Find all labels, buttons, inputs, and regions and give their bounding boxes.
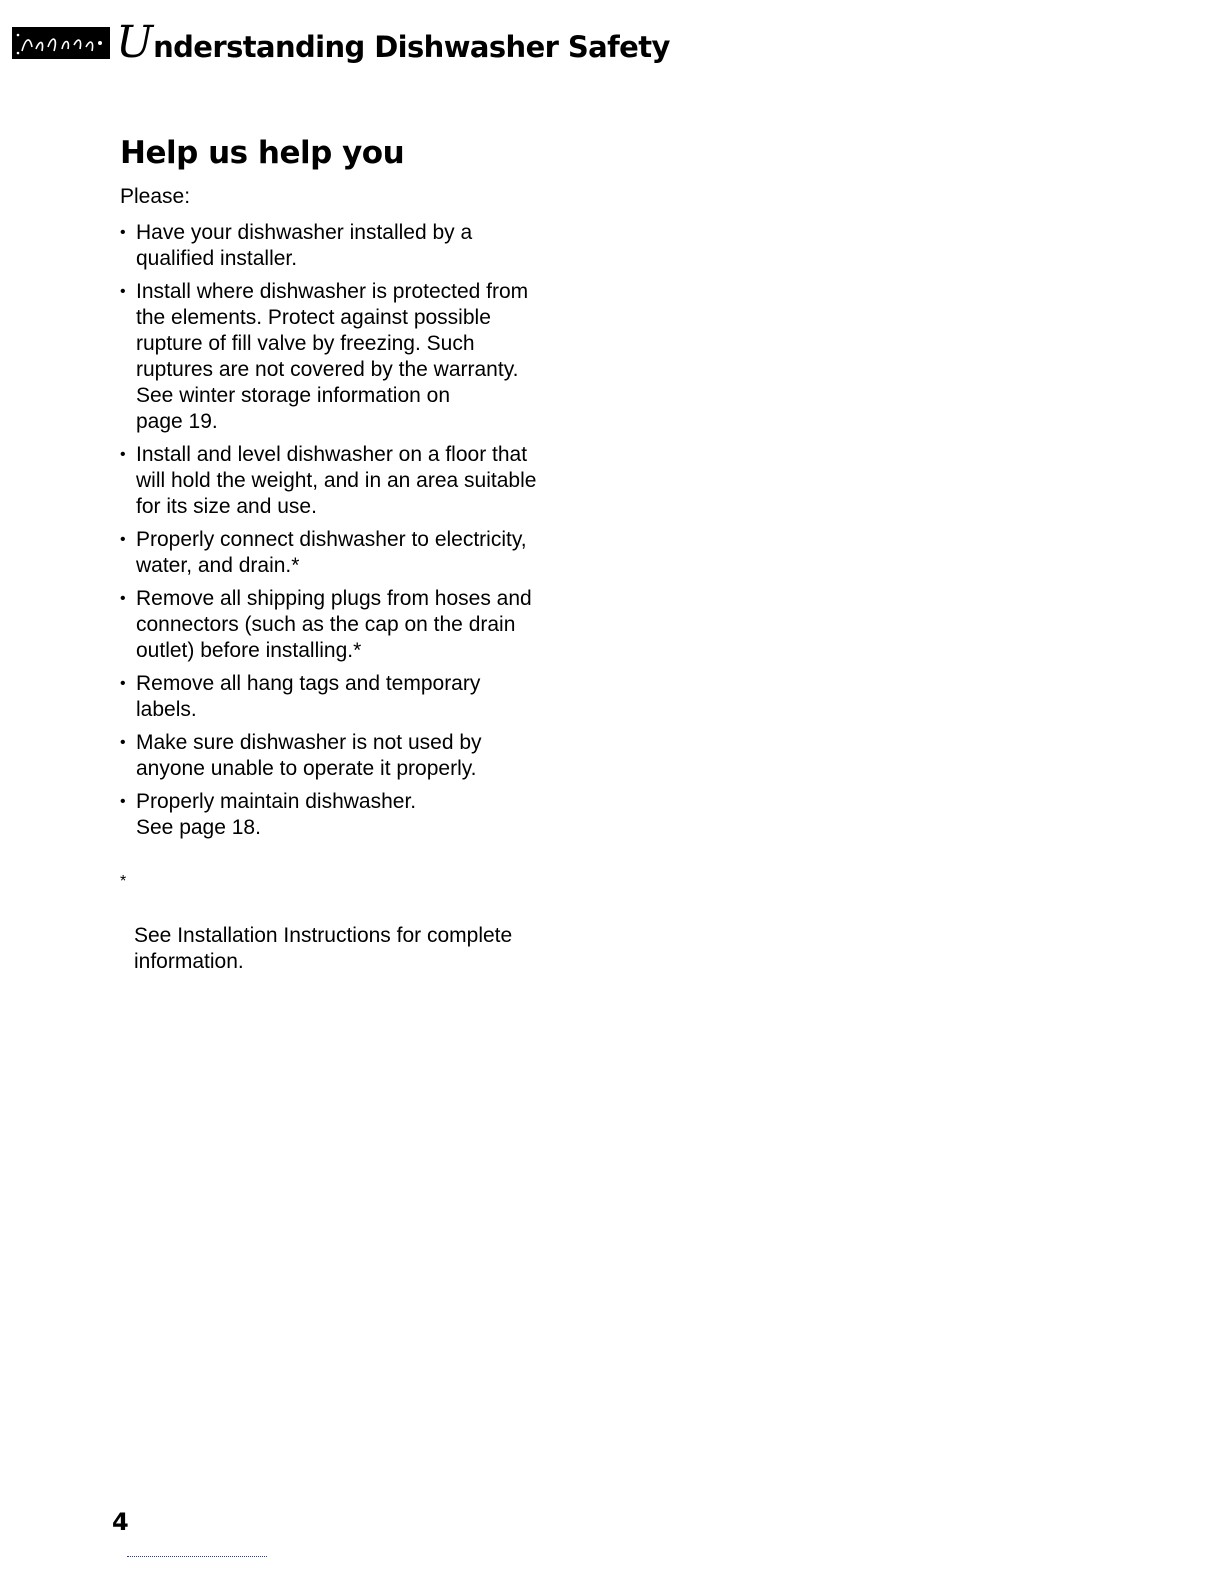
list-item [120,671,590,723]
bullet-icon: • [120,224,126,241]
title-rest: nderstanding Dishwasher Safety [153,30,670,64]
bottom-divider [127,1556,267,1557]
list-item [120,442,590,520]
list-item-text: Have your dishwasher installed by a qualified installer. [136,221,473,270]
brand-ornament-icon [12,27,110,59]
page-header [12,18,670,68]
list-item [120,527,590,579]
footnote [120,871,590,975]
content-column [120,130,590,975]
bullet-icon: • [120,590,126,607]
title-initial: U [116,17,154,68]
bullet-icon: • [120,675,126,692]
page-title [116,17,670,68]
bullet-icon: • [120,446,126,463]
list-item [120,586,590,664]
list-item-text: Install and level dishwasher on a floor that will hold the weight, and in an area suitable for its size and use. [136,443,537,518]
list-item-text: Install where dishwasher is protected from the elements. Protect against possible rupture of fill valve by freezing. Such ruptures are not covered by the warranty. See winter storage information on page 19. [136,280,529,433]
bullet-icon: • [120,283,126,300]
list-item-text: Properly maintain dishwasher. See page 18. [136,790,417,839]
asterisk-icon: * [120,873,127,890]
page-number: 4 [112,1508,129,1536]
bullet-icon: • [120,793,126,810]
bullet-list [120,220,590,841]
bullet-icon: • [120,531,126,548]
list-item-text: Properly connect dishwasher to electricity, water, and drain.* [136,528,527,577]
list-item [120,220,590,272]
list-item-text: Remove all shipping plugs from hoses and connectors (such as the cap on the drain outlet) before installing.* [136,587,532,662]
bullet-icon: • [120,734,126,751]
footnote-text: See Installation Instructions for complete information. [134,924,513,973]
list-item-text: Make sure dishwasher is not used by anyone unable to operate it properly. [136,731,482,780]
list-item [120,789,590,841]
list-item-text: Remove all hang tags and temporary labels. [136,672,481,721]
list-item [120,279,590,435]
intro-text: Please: [120,185,191,208]
list-item [120,730,590,782]
section-heading: Help us help you [120,135,405,171]
